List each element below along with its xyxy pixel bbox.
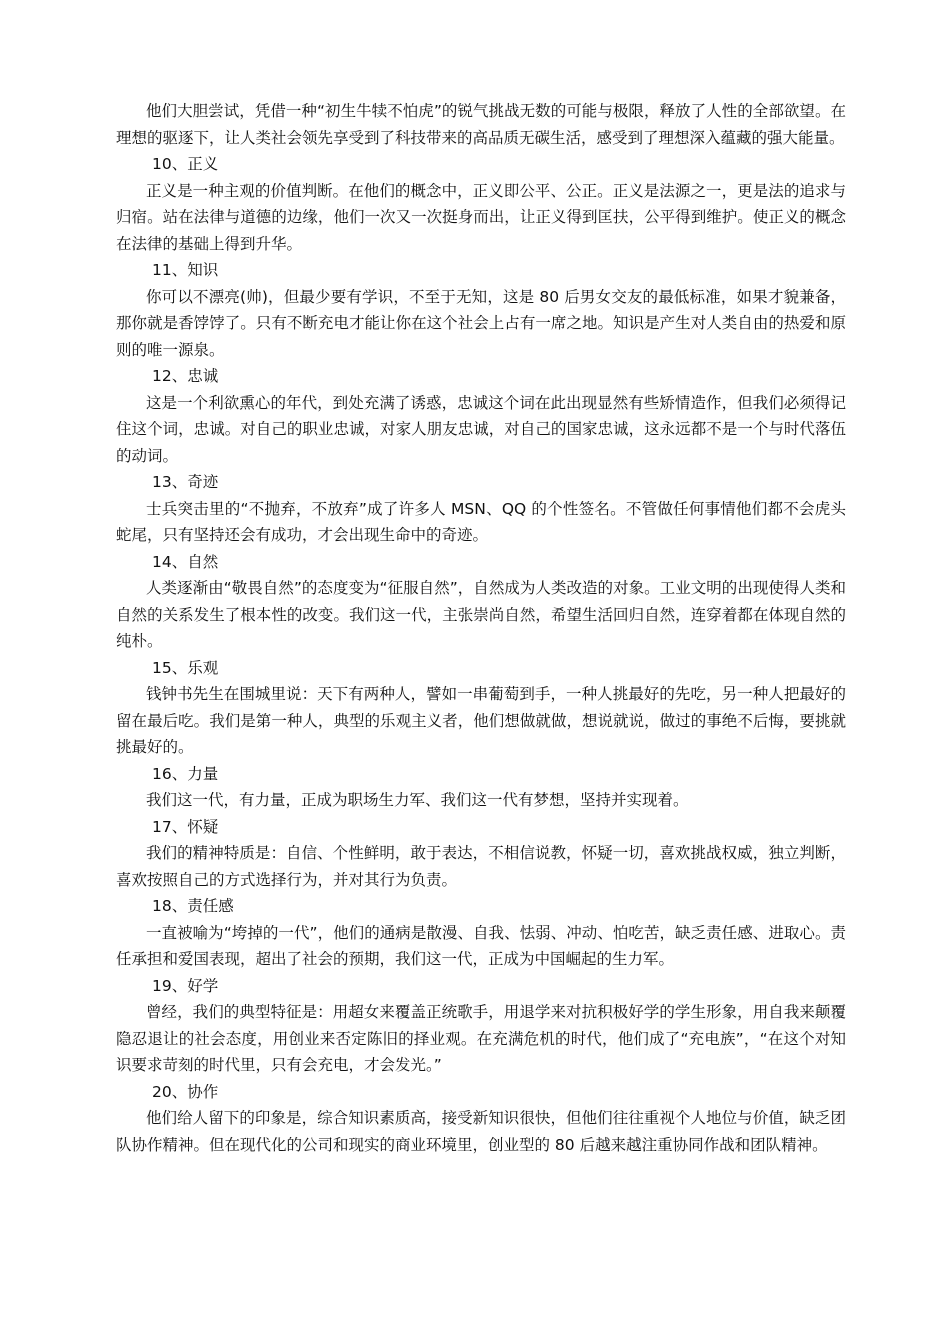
heading-optimism: 15、乐观: [152, 658, 219, 677]
paragraph-cooperation: 他们给人留下的印象是，综合知识素质高，接受新知识很快，但他们往往重视个人地位与价值，缺乏团队协作精神。但在现代化的公司和现实的商业环境里，创业型的 80 后越来越注重协同作战和团队精神。: [116, 1109, 846, 1154]
heading-loyalty: 12、忠诚: [152, 367, 219, 385]
paragraph-miracle: 士兵突击里的“不抛弃，不放弃”成了许多人 MSN、QQ 的个性签名。不管做任何事情他们都不会虎头蛇尾，只有坚持还会有成功，才会出现生命中的奇迹。: [116, 499, 846, 544]
heading-miracle: 13、奇迹: [152, 473, 219, 491]
heading-doubt: 17、怀疑: [152, 817, 219, 836]
paragraph-knowledge: 你可以不漂亮(帅)，但最少要有学识，不至于无知，这是 80 后男女交友的最低标准，如果才貌兼备，那你就是香饽饽了。只有不断充电才能让你在这个社会上占有一席之地。知识是产生对人类自由的热爱和原则的唯一源泉。: [116, 287, 846, 359]
heading-cooperation: 20、协作: [152, 1082, 219, 1101]
heading-responsibility: 18、责任感: [152, 897, 234, 915]
paragraph-optimism: 钱钟书先生在围城里说：天下有两种人，譬如一串葡萄到手，一种人挑最好的先吃，另一种人把最好的留在最后吃。我们是第一种人，典型的乐观主义者，他们想做就做，想说就说，做过的事绝不后悔，要挑就挑最好的。: [116, 685, 846, 756]
paragraph-studious: 曾经，我们的典型特征是：用超女来覆盖正统歌手，用退学来对抗积极好学的学生形象，用自我来颠覆隐忍退让的社会态度，用创业来否定陈旧的择业观。在充满危机的时代，他们成了“充电族”，“在这个对知识要求苛刻的时代里，只有会充电，才会发光。”: [116, 1003, 846, 1074]
paragraph-responsibility: 一直被喻为“垮掉的一代”，他们的通病是散漫、自我、怯弱、冲动、怕吃苦，缺乏责任感、进取心。责任承担和爱国表现，超出了社会的预期，我们这一代，正成为中国崛起的生力军。: [116, 923, 846, 968]
paragraph-justice: 正义是一种主观的价值判断。在他们的概念中，正义即公平、公正。正义是法源之一，更是法的追求与归宿。站在法律与道德的边缘，他们一次又一次挺身而出，让正义得到匡扶，公平得到维护。使正义的概念在法律的基础上得到升华。: [116, 181, 846, 253]
paragraph-nature: 人类逐渐由“敬畏自然”的态度变为“征服自然”，自然成为人类改造的对象。工业文明的出现使得人类和自然的关系发生了根本性的改变。我们这一代，主张崇尚自然，希望生活回归自然，连穿着都在体现自然的纯朴。: [116, 579, 846, 650]
document-body: [116, 98, 846, 1158]
heading-studious: 19、好学: [152, 976, 219, 995]
heading-justice: 10、正义: [152, 155, 219, 173]
paragraph-doubt: 我们的精神特质是：自信、个性鲜明，敢于表达，不相信说教，怀疑一切，喜欢挑战权威，独立判断，喜欢按照自己的方式选择行为，并对其行为负责。: [116, 844, 846, 889]
heading-nature: 14、自然: [152, 552, 219, 571]
paragraph-loyalty: 这是一个利欲熏心的年代，到处充满了诱惑，忠诚这个词在此出现显然有些矫情造作，但我们必须得记住这个词，忠诚。对自己的职业忠诚，对家人朋友忠诚，对自己的国家忠诚，这永远都不是一个与时代落伍的动词。: [116, 393, 846, 465]
heading-strength: 16、力量: [152, 764, 219, 783]
paragraph-intro: 他们大胆尝试，凭借一种“初生牛犊不怕虎”的锐气挑战无数的可能与极限，释放了人性的全部欲望。在理想的驱逐下，让人类社会领先享受到了科技带来的高品质无碳生活，感受到了理想深入蕴藏的强大能量。: [116, 102, 846, 147]
paragraph-strength: 我们这一代，有力量，正成为职场生力军、我们这一代有梦想，坚持并实现着。: [146, 791, 689, 809]
heading-knowledge: 11、知识: [152, 261, 219, 279]
